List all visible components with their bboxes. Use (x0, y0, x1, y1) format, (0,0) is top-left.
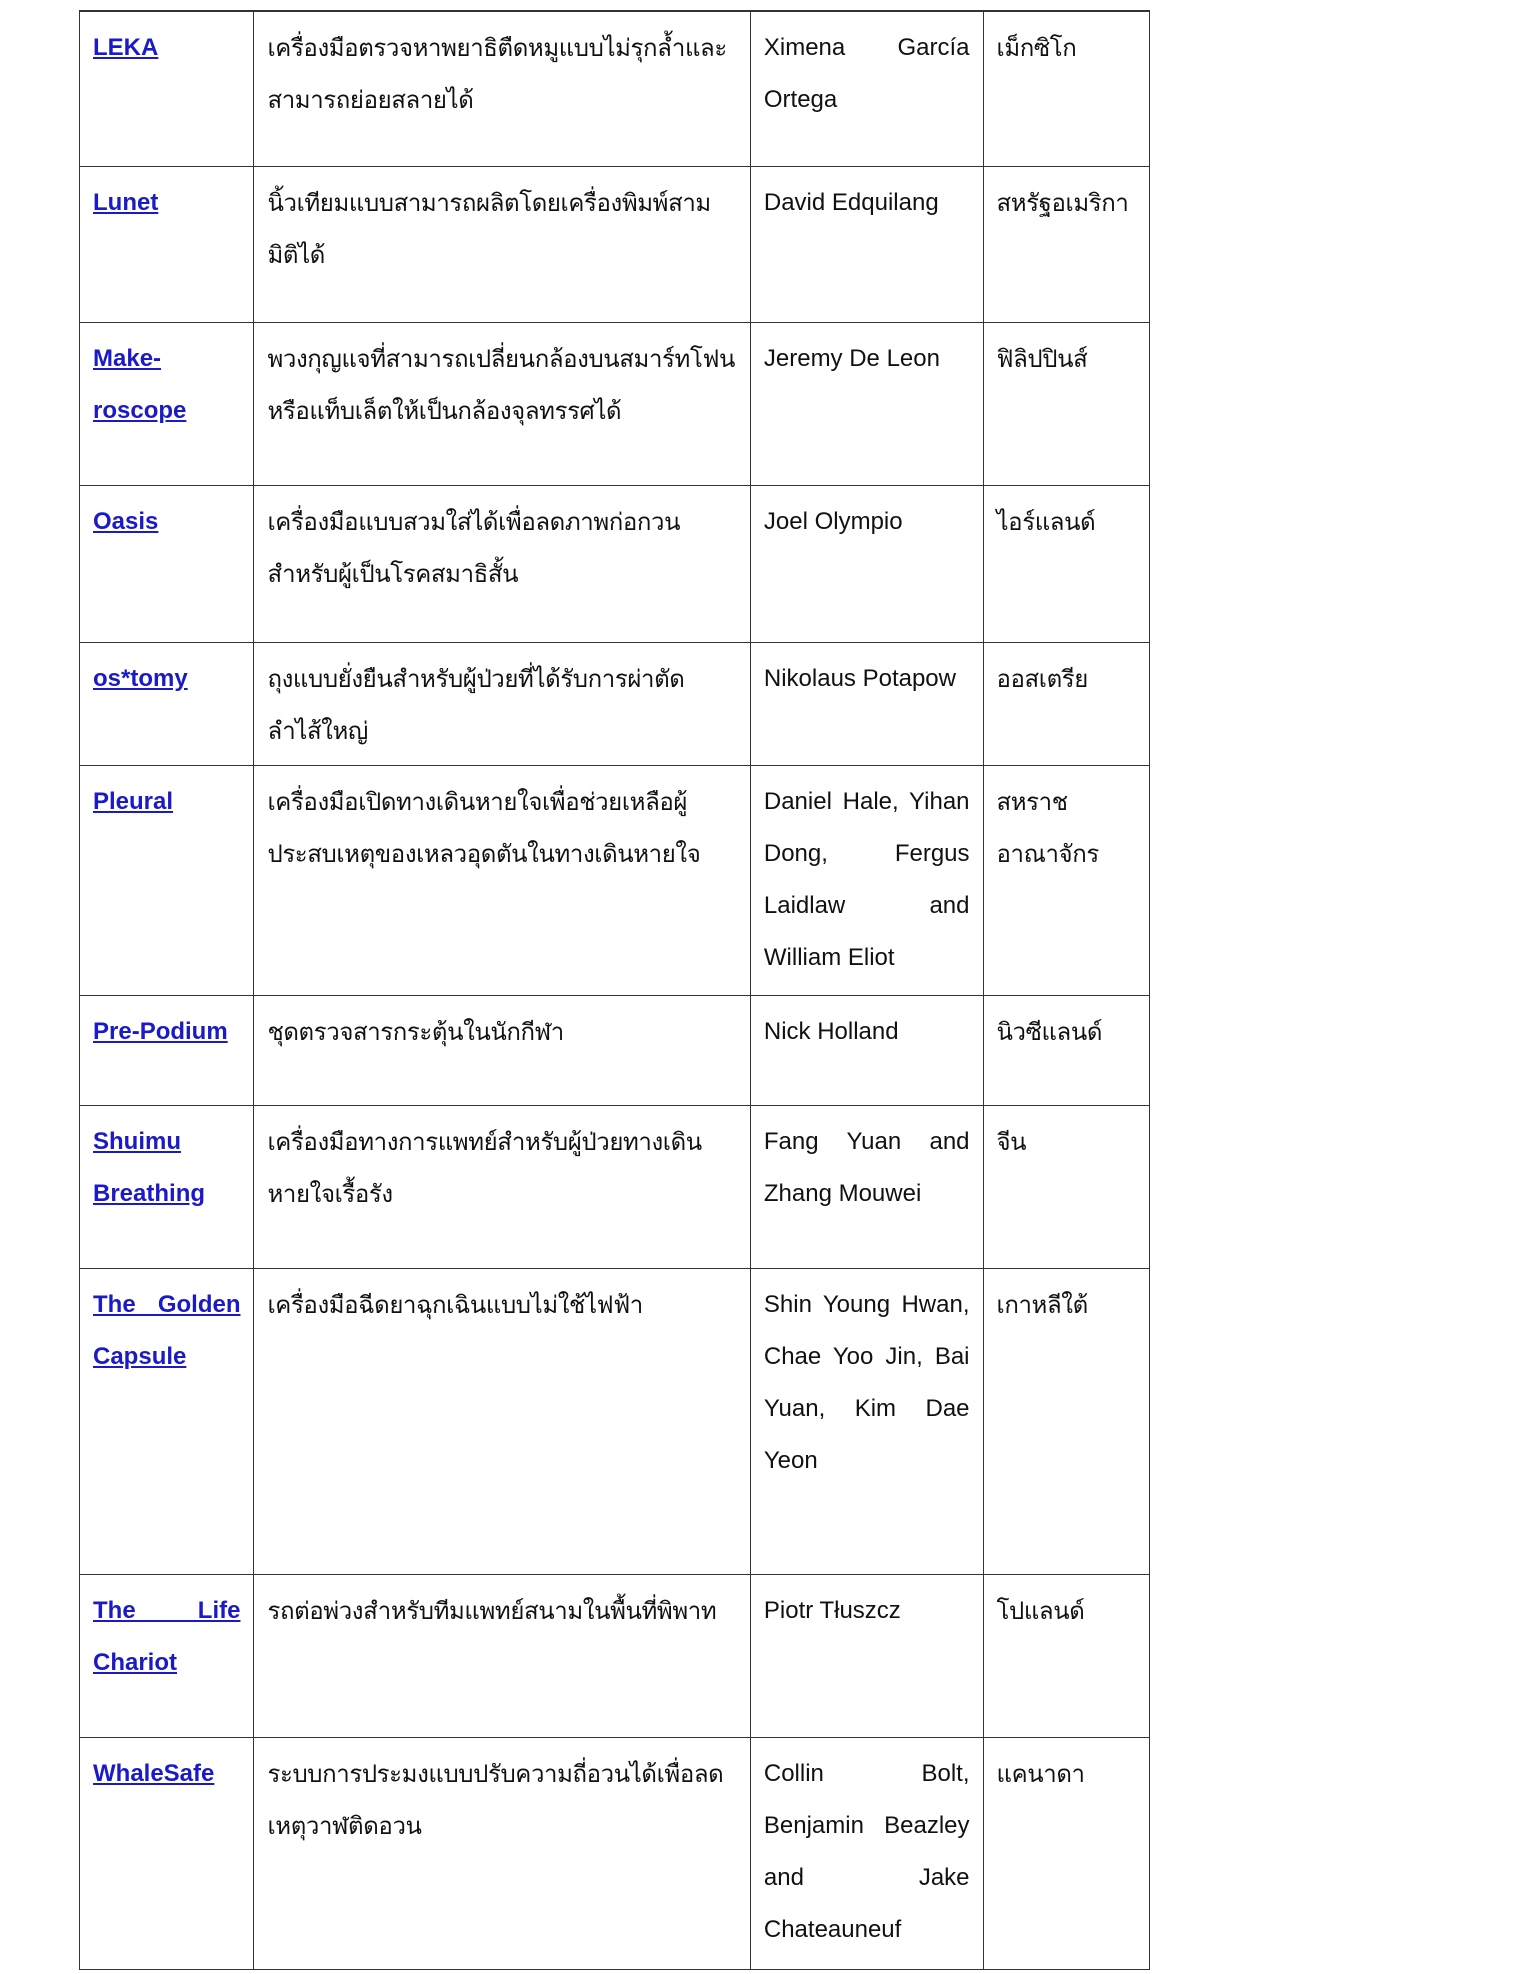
description-cell: ระบบการประมงแบบปรับความถี่อวนได้เพื่อลดเหตุวาฬติดอวน (254, 1738, 750, 1970)
description-cell: ถุงแบบยั่งยืนสำหรับผู้ป่วยที่ได้รับการผ่าตัดลำไส้ใหญ่ (254, 643, 750, 766)
description-cell: เครื่องมือฉีดยาฉุกเฉินแบบไม่ใช้ไฟฟ้า (254, 1269, 750, 1575)
table-row (80, 323, 1150, 486)
name-cell (80, 643, 254, 766)
project-link-golden-capsule[interactable]: The Golden Capsule (93, 1291, 241, 1370)
project-link-ostomy[interactable]: os*tomy (93, 665, 188, 692)
author-cell: Jeremy De Leon (750, 323, 983, 486)
description-cell: เครื่องมือเปิดทางเดินหายใจเพื่อช่วยเหลือผู้ประสบเหตุของเหลวอุดตันในทางเดินหายใจ (254, 766, 750, 996)
description-cell: เครื่องมือตรวจหาพยาธิตืดหมูแบบไม่รุกล้ำและสามารถย่อยสลายได้ (254, 12, 750, 167)
project-link-pre-podium[interactable]: Pre-Podium (93, 1018, 228, 1045)
country-cell: สหรัฐอเมริกา (983, 167, 1149, 323)
author-cell: David Edquilang (750, 167, 983, 323)
author-cell: Piotr Tłuszcz (750, 1575, 983, 1738)
country-cell: จีน (983, 1106, 1149, 1269)
country-cell: สหราชอาณาจักร (983, 766, 1149, 996)
description-cell: เครื่องมือแบบสวมใส่ได้เพื่อลดภาพก่อกวนสำหรับผู้เป็นโรคสมาธิสั้น (254, 486, 750, 643)
table-row (80, 1269, 1150, 1575)
project-link-pleural[interactable]: Pleural (93, 788, 174, 815)
name-cell (80, 1738, 254, 1970)
name-cell (80, 12, 254, 167)
table-row (80, 1106, 1150, 1269)
country-cell: ไอร์แลนด์ (983, 486, 1149, 643)
name-cell (80, 486, 254, 643)
project-link-life-chariot[interactable]: The Life Chariot (93, 1597, 241, 1676)
author-cell: Ximena García Ortega (750, 12, 983, 167)
project-link-lunet[interactable]: Lunet (93, 189, 159, 216)
project-link-make-roscope[interactable]: Make-roscope (93, 345, 187, 424)
project-link-oasis[interactable]: Oasis (93, 508, 159, 535)
description-cell: ชุดตรวจสารกระตุ้นในนักกีฬา (254, 996, 750, 1106)
name-cell (80, 1106, 254, 1269)
country-cell: ฟิลิปปินส์ (983, 323, 1149, 486)
author-cell: Joel Olympio (750, 486, 983, 643)
country-cell: โปแลนด์ (983, 1575, 1149, 1738)
name-cell (80, 766, 254, 996)
description-cell: รถต่อพ่วงสำหรับทีมแพทย์สนามในพื้นที่พิพาท (254, 1575, 750, 1738)
table-row (80, 167, 1150, 323)
country-cell: แคนาดา (983, 1738, 1149, 1970)
project-link-whalesafe[interactable]: WhaleSafe (93, 1760, 215, 1787)
country-cell: ออสเตรีย (983, 643, 1149, 766)
country-cell: นิวซีแลนด์ (983, 996, 1149, 1106)
table-row (80, 1738, 1150, 1970)
author-cell: Daniel Hale, Yihan Dong, Fergus Laidlaw and William Eliot (750, 766, 983, 996)
table-row (80, 1575, 1150, 1738)
author-cell: Nick Holland (750, 996, 983, 1106)
project-link-shuimu-breathing[interactable]: Shuimu Breathing (93, 1128, 206, 1207)
author-cell: Shin Young Hwan, Chae Yoo Jin, Bai Yuan, Kim Dae Yeon (750, 1269, 983, 1575)
name-cell (80, 323, 254, 486)
country-cell: เกาหลีใต้ (983, 1269, 1149, 1575)
project-link-leka[interactable]: LEKA (93, 34, 159, 61)
name-cell (80, 1575, 254, 1738)
name-cell (80, 1269, 254, 1575)
name-cell (80, 996, 254, 1106)
author-cell: Fang Yuan and Zhang Mouwei (750, 1106, 983, 1269)
table-row (80, 486, 1150, 643)
award-winners-table (79, 10, 1150, 1970)
description-cell: เครื่องมือทางการแพทย์สำหรับผู้ป่วยทางเดินหายใจเรื้อรัง (254, 1106, 750, 1269)
description-cell: พวงกุญแจที่สามารถเปลี่ยนกล้องบนสมาร์ทโฟนหรือแท็บเล็ตให้เป็นกล้องจุลทรรศได้ (254, 323, 750, 486)
country-cell: เม็กซิโก (983, 12, 1149, 167)
table-row (80, 996, 1150, 1106)
author-cell: Collin Bolt, Benjamin Beazley and Jake Chateauneuf (750, 1738, 983, 1970)
table-row (80, 12, 1150, 167)
table-row (80, 766, 1150, 996)
name-cell (80, 167, 254, 323)
table-row (80, 643, 1150, 766)
author-cell: Nikolaus Potapow (750, 643, 983, 766)
description-cell: นิ้วเทียมแบบสามารถผลิตโดยเครื่องพิมพ์สามมิติได้ (254, 167, 750, 323)
